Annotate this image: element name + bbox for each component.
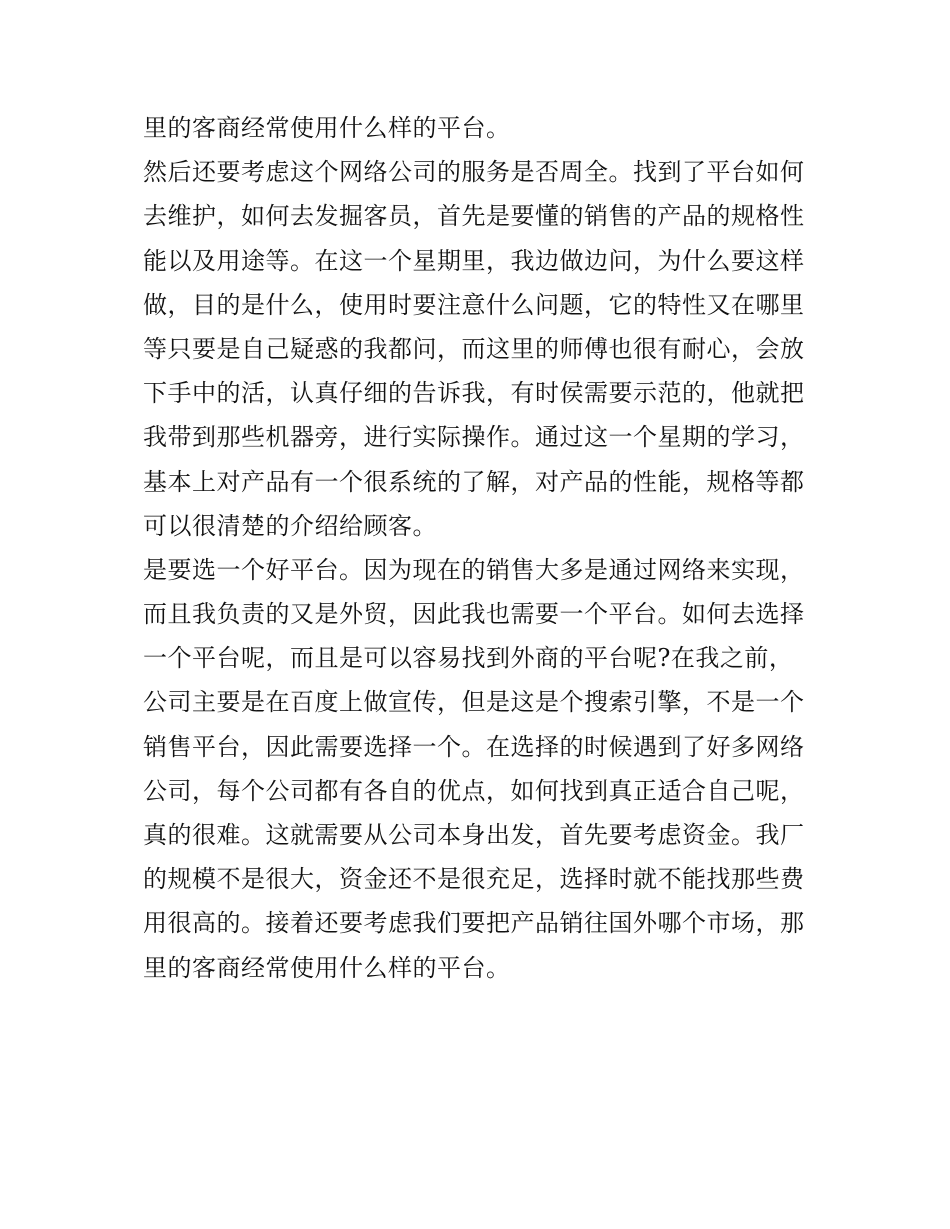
text-line: 然后还要考虑这个网络公司的服务是否周全。找到了平台如何 (143, 158, 805, 187)
text-line: 而且我负责的又是外贸，因此我也需要一个平台。如何去选择 (143, 600, 805, 629)
text-line: 销售平台，因此需要选择一个。在选择的时候遇到了好多网络 (143, 732, 805, 761)
text-line: 里的客商经常使用什么样的平台。 (143, 953, 511, 982)
text-line: 是要选一个好平台。因为现在的销售大多是通过网络来实现， (143, 555, 805, 584)
text-line: 我带到那些机器旁，进行实际操作。通过这一个星期的学习， (143, 423, 805, 452)
text-line: 去维护，如何去发掘客员，首先是要懂的销售的产品的规格性 (143, 202, 805, 231)
text-line: 做，目的是什么，使用时要注意什么问题，它的特性又在哪里 (143, 290, 805, 319)
text-line: 公司，每个公司都有各自的优点，如何找到真正适合自己呢， (143, 776, 805, 805)
text-line: 真的很难。这就需要从公司本身出发，首先要考虑资金。我厂 (143, 821, 805, 849)
text-line: 能以及用途等。在这一个星期里，我边做边问，为什么要这样 (143, 246, 805, 275)
text-line: 可以很清楚的介绍给顾客。 (143, 511, 437, 540)
text-line: 下手中的活，认真仔细的告诉我，有时侯需要示范的，他就把 (143, 379, 805, 408)
text-line: 等只要是自己疑惑的我都问，而这里的师傅也很有耐心，会放 (143, 334, 805, 363)
text-line: 的规模不是很大，资金还不是很充足，选择时就不能找那些费 (143, 865, 805, 894)
text-line: 公司主要是在百度上做宣传，但是这是个搜索引擎，不是一个 (143, 688, 805, 717)
text-line: 基本上对产品有一个很系统的了解，对产品的性能，规格等都 (143, 467, 805, 496)
body-text (143, 106, 823, 990)
text-line: 一个平台呢，而且是可以容易找到外商的平台呢?在我之前， (143, 644, 794, 673)
text-line: 里的客商经常使用什么样的平台。 (143, 114, 511, 142)
text-line: 用很高的。接着还要考虑我们要把产品销往国外哪个市场，那 (143, 909, 805, 938)
